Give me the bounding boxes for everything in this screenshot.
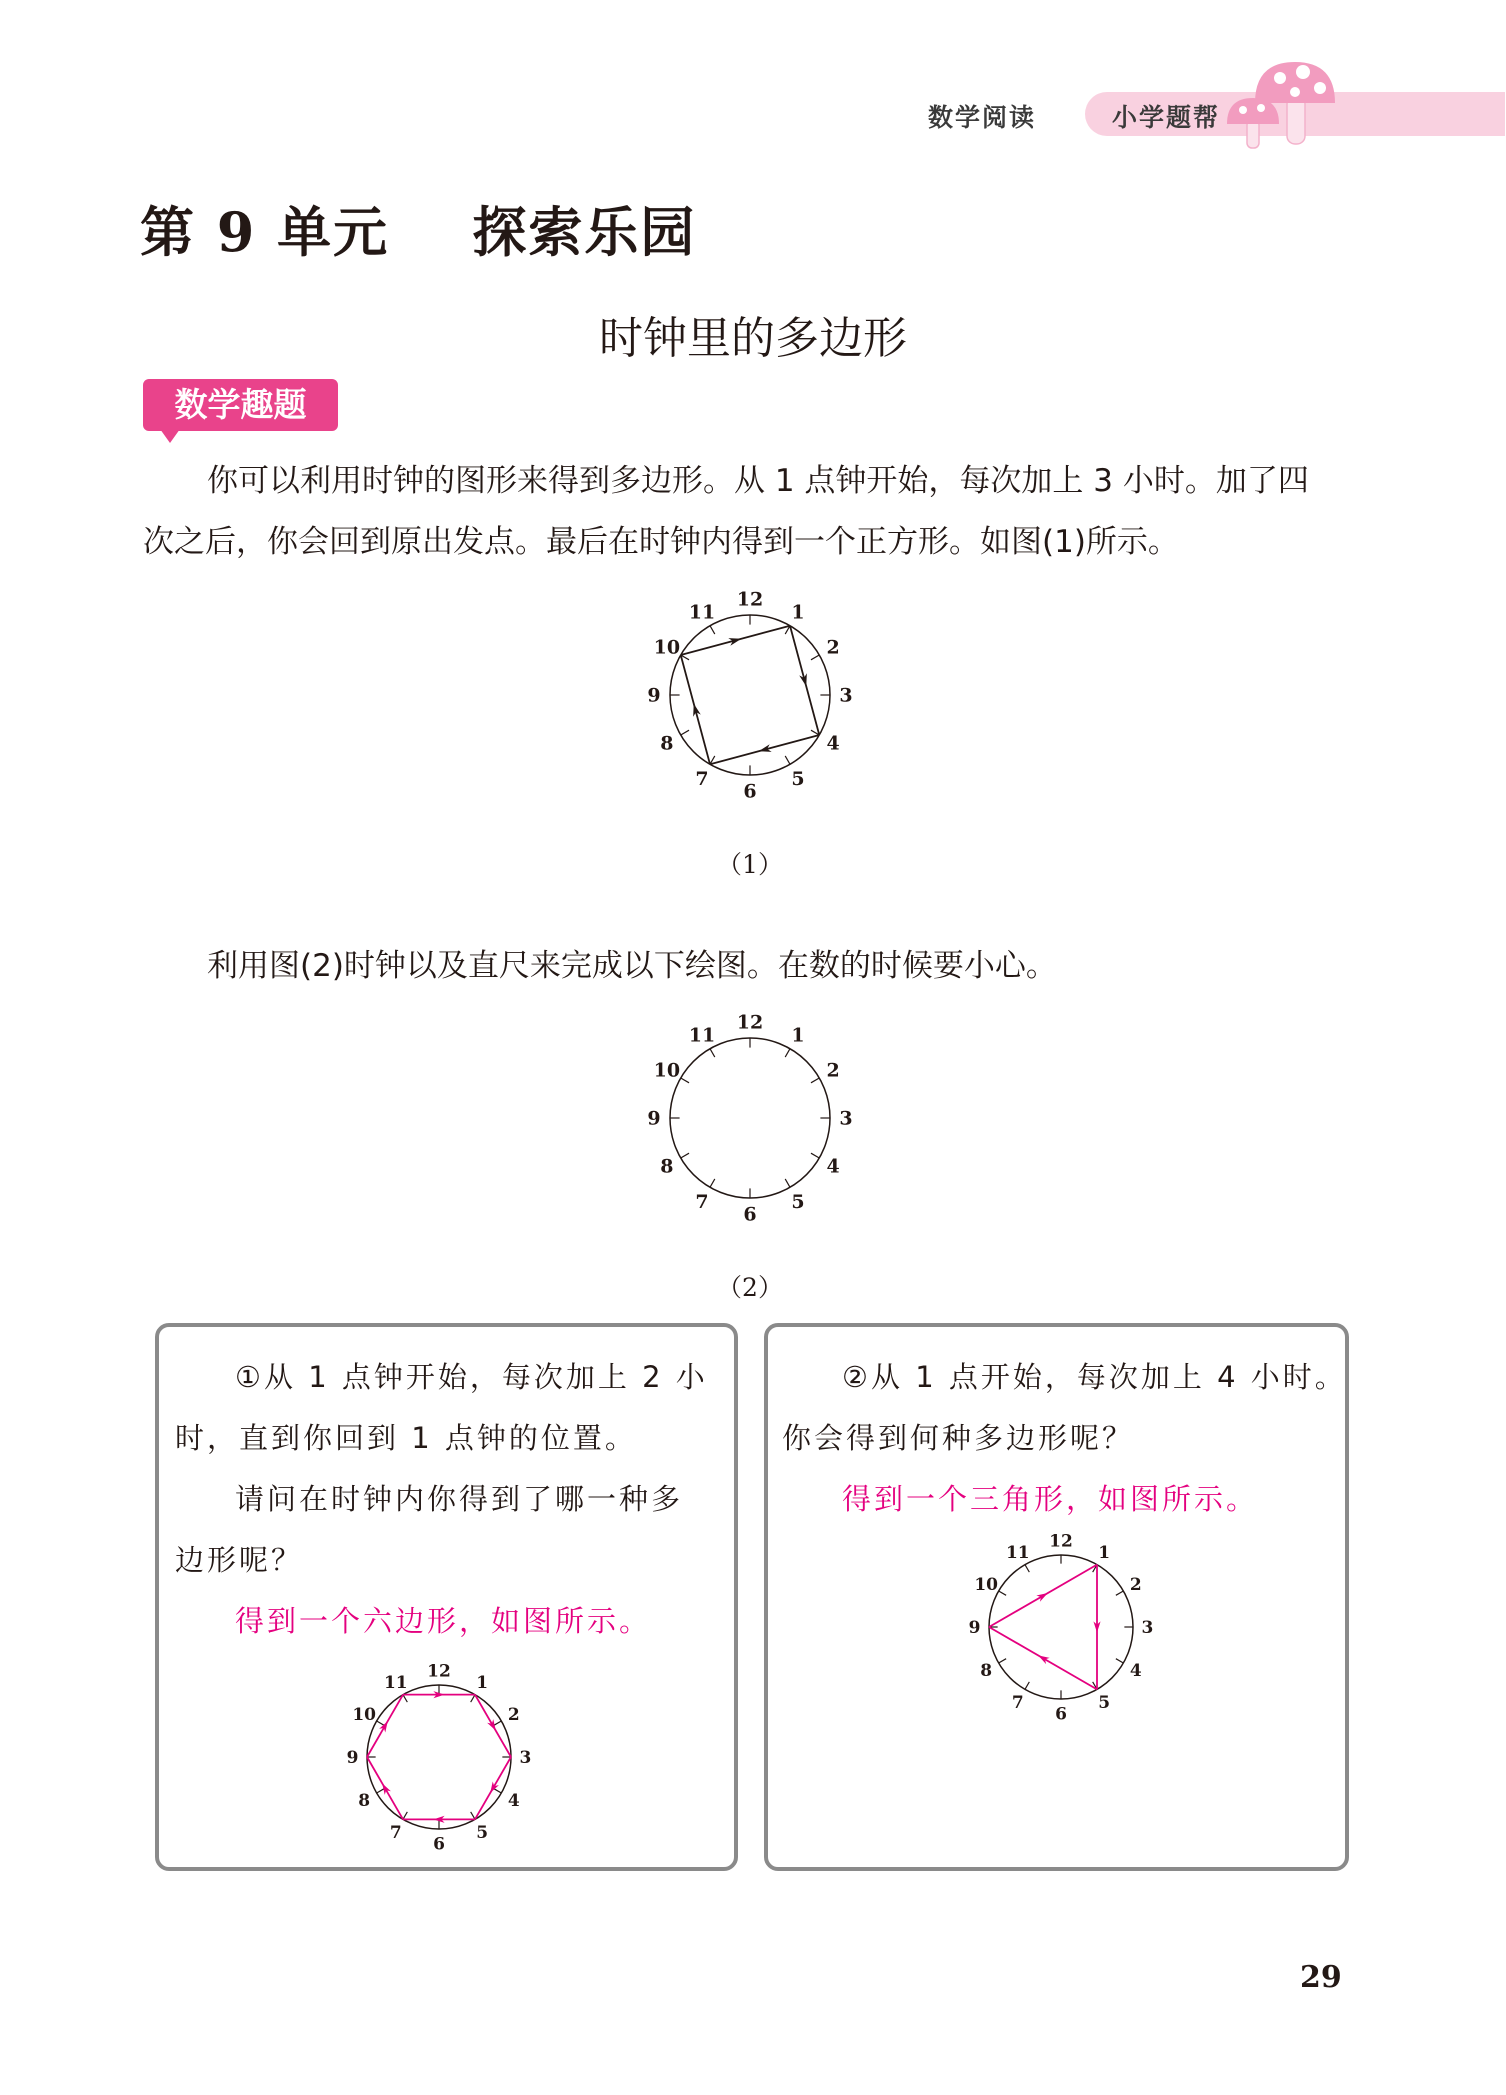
unit-title: 第 9 单元 探索乐园 — [140, 200, 697, 264]
clock-number: 10 — [653, 1059, 681, 1082]
instruction-text: 利用图(2)时钟以及直尺来完成以下绘图。在数的时候要小心。 — [207, 948, 1057, 984]
intro-paragraph — [143, 451, 1363, 573]
clock-tick — [710, 1049, 715, 1057]
section-tag: 数学趣题 — [143, 379, 338, 431]
clock-tick — [999, 1659, 1006, 1663]
clock-tick — [785, 1049, 790, 1057]
clock-number: 12 — [736, 1011, 764, 1034]
clock-tick — [811, 655, 819, 660]
clock-number: 3 — [839, 1107, 853, 1130]
clock-tick — [811, 1153, 819, 1158]
clock-number: 1 — [791, 1024, 805, 1047]
clock-tick — [710, 1179, 715, 1187]
clock-number: 3 — [519, 1747, 532, 1768]
clock-face — [989, 1555, 1133, 1699]
clock-tick — [785, 1179, 790, 1187]
clock-number: 2 — [826, 636, 840, 659]
clock-tick — [710, 626, 715, 634]
clock-number: 12 — [736, 588, 764, 611]
clock-number: 3 — [1141, 1617, 1154, 1638]
clock-tick — [999, 1591, 1006, 1595]
clock-number: 11 — [688, 1024, 716, 1047]
clock-tick — [377, 1721, 384, 1725]
clock-figure-triangle — [951, 1517, 1171, 1737]
clock-face — [367, 1685, 511, 1829]
clock-number: 8 — [980, 1661, 993, 1682]
box2-answer: 得到一个三角形，如图所示。 — [842, 1482, 1259, 1516]
clock-tick — [1116, 1659, 1123, 1663]
header-book-title: 数学阅读 — [928, 103, 1037, 132]
page-number: 29 — [1300, 1960, 1342, 1995]
clock-number: 6 — [743, 1203, 757, 1226]
clock-tick — [471, 1695, 475, 1702]
box1-line-2: 时，直到你回到 1 点钟的位置。 — [175, 1421, 637, 1455]
figure-caption-1: （1） — [717, 850, 783, 879]
intro-line-1: 你可以利用时钟的图形来得到多边形。从 1 点钟开始，每次加上 3 小时。加了四 — [207, 463, 1309, 499]
clock-number: 10 — [352, 1704, 377, 1725]
clock-number: 7 — [695, 1190, 709, 1213]
clock-number: 8 — [660, 1155, 674, 1178]
clock-tick — [811, 1078, 819, 1083]
clock-tick — [681, 1078, 689, 1083]
header-series-title: 小学题帮 — [1112, 103, 1221, 132]
clock-number: 5 — [791, 1190, 805, 1213]
clock-number: 5 — [791, 767, 805, 790]
clock-tick — [403, 1695, 407, 1702]
intro-line-2: 次之后，你会回到原出发点。最后在时钟内得到一个正方形。如图(1)所示。 — [143, 524, 1179, 560]
clock-number: 9 — [647, 1107, 661, 1130]
clock-tick — [681, 1153, 689, 1158]
clock-number: 10 — [653, 636, 681, 659]
clock-tick — [403, 1812, 407, 1819]
clock-number: 1 — [1098, 1543, 1111, 1564]
clock-number: 2 — [1129, 1574, 1142, 1595]
clock-number: 11 — [688, 601, 716, 624]
clock-number: 12 — [1049, 1531, 1073, 1552]
clock-tick — [785, 756, 790, 764]
clock-number: 4 — [826, 732, 840, 755]
clock-number: 5 — [1098, 1692, 1111, 1713]
clock-figure-1 — [630, 575, 870, 815]
clock-tick — [377, 1789, 384, 1793]
clock-number: 4 — [507, 1791, 520, 1812]
clock-number: 3 — [839, 684, 853, 707]
clock-number: 9 — [647, 684, 661, 707]
clock-number: 10 — [974, 1574, 999, 1595]
clock-number: 6 — [433, 1834, 445, 1855]
clock-number: 11 — [383, 1673, 408, 1694]
clock-tick — [681, 730, 689, 735]
direction-arrow — [1038, 1655, 1050, 1664]
page-title: 时钟里的多边形 — [599, 313, 907, 364]
clock-number: 1 — [476, 1673, 489, 1694]
clock-number: 8 — [660, 732, 674, 755]
clock-face — [670, 1038, 830, 1198]
clock-figure-hexagon — [329, 1647, 549, 1867]
clock-number: 2 — [826, 1059, 840, 1082]
clock-number: 7 — [695, 767, 709, 790]
clock-number: 6 — [1055, 1704, 1067, 1725]
clock-number: 4 — [1129, 1661, 1142, 1682]
clock-tick — [494, 1721, 501, 1725]
mushroom-icon — [1225, 58, 1345, 153]
clock-tick — [1025, 1565, 1029, 1572]
figure-caption-2: （2） — [717, 1273, 783, 1302]
instruction-paragraph — [143, 936, 1363, 997]
direction-arrow — [487, 1719, 496, 1731]
box1-line-1: ①从 1 点钟开始，每次加上 2 小 — [235, 1360, 708, 1394]
section-tag-tail — [160, 429, 180, 443]
clock-face — [670, 615, 830, 775]
clock-tick — [1025, 1682, 1029, 1689]
box1-line-3: 请问在时钟内你得到了哪一种多 — [235, 1482, 684, 1516]
clock-number: 5 — [476, 1822, 489, 1843]
question-box-2 — [764, 1323, 1349, 1871]
clock-tick — [1116, 1591, 1123, 1595]
clock-number: 1 — [791, 601, 805, 624]
clock-tick — [494, 1789, 501, 1793]
box2-line-2: 你会得到何种多边形呢？ — [782, 1421, 1135, 1455]
clock-tick — [471, 1812, 475, 1819]
clock-number: 9 — [968, 1617, 981, 1638]
direction-arrow — [382, 1783, 391, 1795]
clock-number: 6 — [743, 780, 757, 803]
clock-number: 11 — [1005, 1543, 1030, 1564]
question-box-1 — [155, 1323, 738, 1871]
clock-number: 7 — [389, 1822, 402, 1843]
box1-answer: 得到一个六边形，如图所示。 — [235, 1604, 652, 1638]
clock-number: 2 — [507, 1704, 520, 1725]
clock-number: 9 — [346, 1747, 359, 1768]
clock-number: 12 — [427, 1661, 451, 1682]
direction-arrow — [1036, 1593, 1048, 1602]
clock-figure-2 — [630, 998, 870, 1238]
box2-line-1: ②从 1 点开始，每次加上 4 小时。 — [842, 1360, 1347, 1394]
clock-number: 4 — [826, 1155, 840, 1178]
clock-number: 8 — [358, 1791, 371, 1812]
clock-number: 7 — [1011, 1692, 1024, 1713]
box1-line-4: 边形呢？ — [175, 1543, 304, 1577]
